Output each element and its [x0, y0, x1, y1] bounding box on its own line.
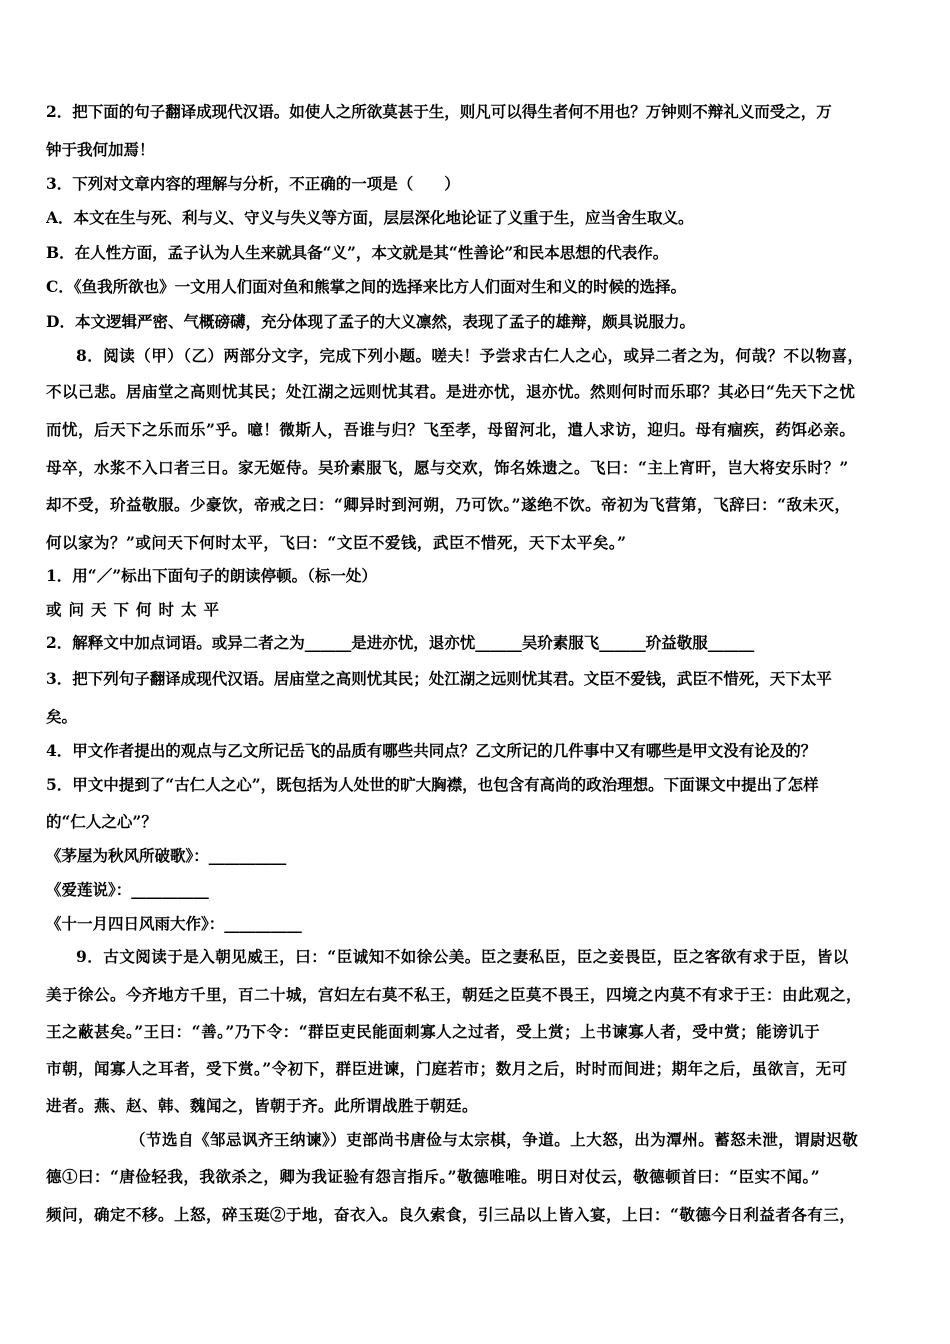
text-line: 钟于我何加焉！ — [46, 140, 155, 159]
text-line: 5．甲文中提到了“古仁人之心”，既包括为人处世的旷大胸襟，也包含有高尚的政治理想。下面课文中提出了怎样 — [46, 775, 819, 794]
text-line: 而忧，后天下之乐而乐”乎。噫！微斯人，吾谁与归？飞至孝，母留河北，遣人求访，迎归。母有痼疾，药饵必亲。 — [46, 420, 856, 439]
text-line: 母卒，水浆不入口者三日。家无姬侍。吴玠素服飞，愿与交欢，饰名姝遗之。飞曰：“主上宵旰，岂大将安乐时？” — [46, 458, 849, 477]
text-line: 2．解释文中加点词语。或异二者之为______是进亦忧，退亦忧______吴玠素服飞______玠益敬服______ — [46, 633, 755, 652]
text-line: A．本文在生与死、利与义、守义与失义等方面，层层深化地论证了义重于生，应当舍生取义。 — [46, 208, 694, 227]
text-line: 《十一月四日风雨大作》：__________ — [46, 914, 302, 933]
text-line: 3．下列对文章内容的理解与分析，不正确的一项是（ ） — [46, 174, 460, 193]
text-line: 市朝，闻寡人之耳者，受下赏。”令初下，群臣进谏，门庭若市；数月之后，时时而间进；期年之后，虽欲言，无可 — [46, 1059, 848, 1078]
text-line: 3．把下列句子翻译成现代汉语。居庙堂之高则忧其民；处江湖之远则忧其君。文臣不爱钱，武臣不惜死，天下太平 — [46, 669, 832, 688]
text-line: 矣。 — [46, 707, 78, 726]
text-line: 却不受，玠益敬服。少豪饮，帝戒之曰：“卿异时到河朔，乃可饮。”遂绝不饮。帝初为飞营第，飞辞曰：“敌未灭， — [46, 495, 851, 514]
text-line: 频问，确定不移。上怒，碎玉珽②于地，奋衣入。良久索食，引三品以上皆入宴，上曰：“敬德今日利益者各有三， — [46, 1205, 856, 1224]
text-line: 进者。燕、赵、韩、魏闻之，皆朝于齐。此所谓战胜于朝廷。 — [46, 1096, 479, 1115]
text-line: 1．用“／”标出下面句子的朗读停顿。（标一处） — [46, 566, 377, 585]
text-line: 《茅屋为秋风所破歌》：__________ — [46, 846, 287, 865]
text-line: 8．阅读（甲）（乙）两部分文字，完成下列小题。嗟夫！予尝求古仁人之心，或异二者之为，何哉？不以物喜， — [76, 346, 864, 365]
text-line: D．本文逻辑严密、气概磅礴，充分体现了孟子的大义凛然，表现了孟子的雄辩，颇具说服力。 — [46, 312, 695, 331]
text-line: （节选自《邹忌讽齐王纳谏》）吏部尚书唐俭与太宗棋，争道。上大怒，出为潭州。蓄怒未泄，谓尉迟敬 — [130, 1130, 859, 1149]
text-line: 的“仁人之心”？ — [46, 812, 157, 831]
text-line: 2．把下面的句子翻译成现代汉语。如使人之所欲莫甚于生，则凡可以得生者何不用也？万钟则不辩礼义而受之，万 — [46, 102, 832, 121]
text-line: 何以家为？”或问天下何时太平，飞曰：“文臣不爱钱，武臣不惜死，天下太平矣。” — [46, 533, 627, 552]
text-line: 不以己悲。居庙堂之高则忧其民；处江湖之远则忧其君。是进亦忧，退亦忧。然则何时而乐耶？其必曰“先天下之忧 — [46, 382, 856, 401]
text-line: C．《鱼我所欲也》一文用人们面对鱼和熊掌之间的选择来比方人们面对生和义的时候的选择。 — [46, 277, 687, 296]
text-line: B．在人性方面，孟子认为人生来就具备“义”，本文就是其“性善论”和民本思想的代表作。 — [46, 243, 669, 262]
text-line: 《爱莲说》：__________ — [46, 880, 209, 899]
text-line: 或问天下何时太平 — [46, 600, 227, 619]
text-line: 4．甲文作者提出的观点与乙文所记岳飞的品质有哪些共同点？乙文所记的几件事中又有哪些是甲文没有论及的？ — [46, 741, 817, 760]
text-line: 美于徐公。今齐地方千里，百二十城，宫妇左右莫不私王，朝廷之臣莫不畏王，四境之内莫不有求于王：由此观之， — [46, 985, 863, 1004]
text-line: 9．古文阅读于是入朝见威王，曰：“臣诚知不如徐公美。臣之妻私臣，臣之妾畏臣，臣之客欲有求于臣，皆以 — [76, 947, 849, 966]
text-line: 王之蔽甚矣。”王曰：“善。”乃下令：“群臣吏民能面刺寡人之过者，受上赏；上书谏寡人者，受中赏；能谤讥于 — [46, 1022, 821, 1041]
text-line: 德①曰：“唐俭轻我，我欲杀之，卿为我证验有怨言指斥。”敬德唯唯。明日对仗云，敬德顿首曰：“臣实不闻。” — [46, 1167, 821, 1186]
